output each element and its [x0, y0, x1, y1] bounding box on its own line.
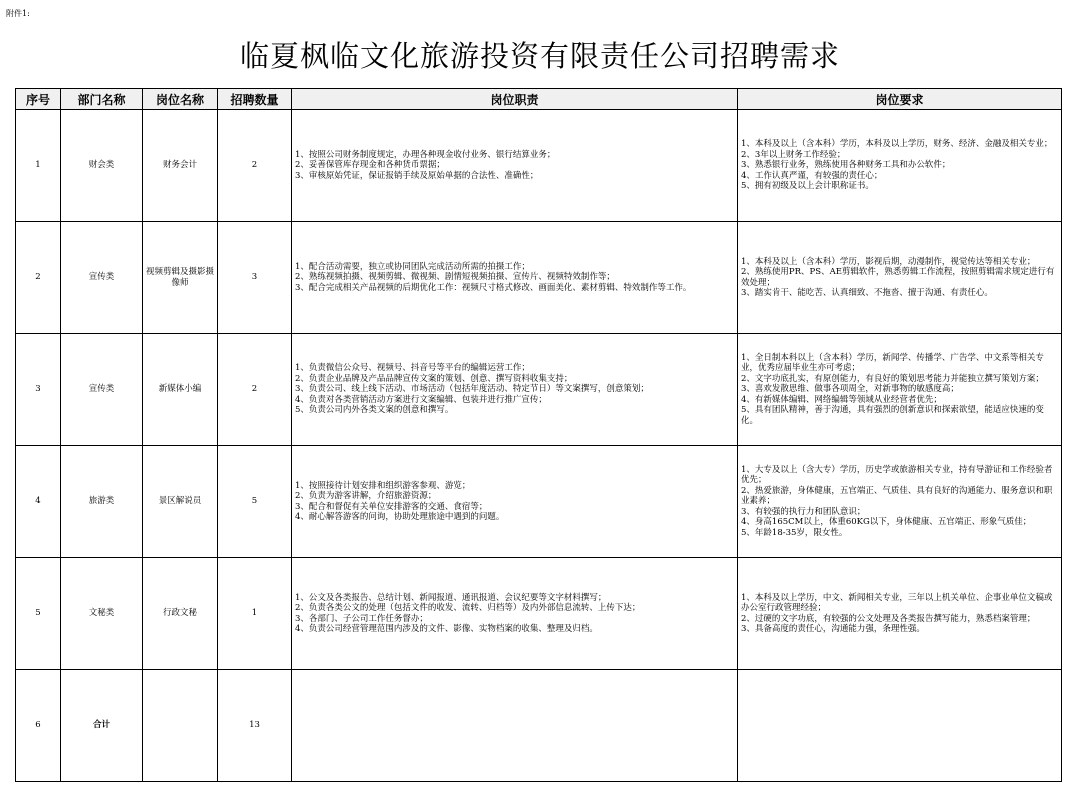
table-row	[16, 334, 1062, 446]
total-count: 13	[218, 670, 292, 782]
cell-requirements: 1、全日制本科以上（含本科）学历，新闻学、传播学、广告学、中文系等相关专业，优秀应届毕业生亦可考虑； 2、文字功底扎实，有原创能力，有良好的策划思考能力并能独立撰写策划方案； 3、喜欢发散思维、做事各项周全，对新事物的敏感度高； 4、有新媒体编辑、网络编辑等领域从业经营者优先； 5、具有团队精神，善于沟通，具有强烈的创新意识和探索欲望，能适应快速的变化。	[738, 334, 1062, 446]
cell-count: 2	[218, 334, 292, 446]
cell-no: 6	[16, 670, 61, 782]
cell-no: 3	[16, 334, 61, 446]
cell-no: 1	[16, 110, 61, 222]
header-no: 序号	[16, 89, 61, 110]
header-requirements: 岗位要求	[738, 89, 1062, 110]
total-label: 合计	[61, 670, 143, 782]
cell-duties: 1、按照公司财务制度规定，办理各种现金收付业务、银行结算业务； 2、妥善保管库存现金和各种货币票据； 3、审核原始凭证，保证报销手续及原始单据的合法性、准确性；	[292, 110, 738, 222]
table-row	[16, 558, 1062, 670]
table-row	[16, 110, 1062, 222]
cell-department: 文秘类	[61, 558, 143, 670]
cell-department: 财会类	[61, 110, 143, 222]
cell-department: 宣传类	[61, 334, 143, 446]
cell-duties: 1、按照接待计划安排和组织游客参观、游览； 2、负责为游客讲解，介绍旅游资源； 3、配合和督促有关单位安排游客的交通、食宿等； 4、耐心解答游客的问询，协助处理旅途中遇到的问题。	[292, 446, 738, 558]
cell-requirements	[738, 670, 1062, 782]
header-duties: 岗位职责	[292, 89, 738, 110]
cell-duties: 1、配合活动需要，独立或协同团队完成活动所需的拍摄工作； 2、熟练视频拍摄、视频剪辑、微视频、剧情短视频拍摄、宣传片、视频特效制作等； 3、配合完成相关产品视频的后期优化工作：视频尺寸格式修改、画面美化、素材剪辑、特效制作等工作。	[292, 222, 738, 334]
attachment-label: 附件1:	[6, 9, 30, 18]
cell-department: 宣传类	[61, 222, 143, 334]
cell-position: 新媒体小编	[143, 334, 218, 446]
cell-position	[143, 670, 218, 782]
cell-requirements: 1、大专及以上（含大专）学历，历史学或旅游相关专业，持有导游证和工作经验者优先； 2、热爱旅游，身体健康，五官端正、气质佳、具有良好的沟通能力、服务意识和职业素养； 3、有较强的执行力和团队意识； 4、身高165CM以上，体重60KG以下，身体健康、五官端正、形象气质佳； 5、年龄18-35岁，限女性。	[738, 446, 1062, 558]
cell-count: 2	[218, 110, 292, 222]
cell-count: 3	[218, 222, 292, 334]
cell-requirements: 1、本科及以上学历，中文、新闻相关专业，三年以上机关单位、企事业单位文稿或办公室行政管理经验； 2、过硬的文字功底，有较强的公文处理及各类报告撰写能力，熟悉档案管理； 3、具备高度的责任心，沟通能力强，条理性强。	[738, 558, 1062, 670]
header-department: 部门名称	[61, 89, 143, 110]
cell-no: 2	[16, 222, 61, 334]
cell-position: 行政文秘	[143, 558, 218, 670]
cell-duties: 1、公文及各类报告、总结计划、新闻报道、通讯报道、会议纪要等文字材料撰写； 2、负责各类公文的处理（包括文件的收发、流转、归档等）及内外部信息流转、上传下达； 3、各部门、子公司工作任务督办； 4、负责公司经营管理范围内涉及的文件、影像、实物档案的收集、整理及归档。	[292, 558, 738, 670]
table-header-row	[16, 89, 1062, 110]
cell-count: 1	[218, 558, 292, 670]
cell-count: 5	[218, 446, 292, 558]
cell-requirements: 1、本科及以上（含本科）学历，本科及以上学历，财务、经济、金融及相关专业； 2、3年以上财务工作经验； 3、熟悉银行业务，熟练使用各种财务工具和办公软件； 4、工作认真严谨，有较强的责任心； 5、拥有初级及以上会计职称证书。	[738, 110, 1062, 222]
table-row	[16, 446, 1062, 558]
cell-position: 财务会计	[143, 110, 218, 222]
cell-position: 景区解说员	[143, 446, 218, 558]
total-row	[16, 670, 1062, 782]
table-row	[16, 222, 1062, 334]
page-title: 临夏枫临文化旅游投资有限责任公司招聘需求	[239, 39, 840, 73]
header-count: 招聘数量	[218, 89, 292, 110]
cell-no: 4	[16, 446, 61, 558]
cell-position: 视频剪辑及摄影摄像师	[143, 222, 218, 334]
cell-no: 5	[16, 558, 61, 670]
cell-requirements: 1、本科及以上（含本科）学历，影视后期，动漫制作，视觉传达等相关专业； 2、熟练使用PR、PS、AE剪辑软件，熟悉剪辑工作流程，按照剪辑需求规定进行有效处理； 3、踏实肯干、能吃苦、认真细致、不拖沓、擅于沟通、有责任心。	[738, 222, 1062, 334]
header-position: 岗位名称	[143, 89, 218, 110]
cell-duties	[292, 670, 738, 782]
cell-duties: 1、负责微信公众号、视频号、抖音号等平台的编辑运营工作； 2、负责企业品牌及产品品牌宣传文案的策划、创意、撰写资料收集支持； 3、负责公司、线上线下活动、市场活动（包括年度活动、特定节日）等文案撰写，创意策划； 4、负责对各类营销活动方案进行文案编辑、包装并进行推广宣传； 5、负责公司内外各类文案的创意和撰写。	[292, 334, 738, 446]
cell-department: 旅游类	[61, 446, 143, 558]
recruitment-table	[15, 88, 1062, 782]
